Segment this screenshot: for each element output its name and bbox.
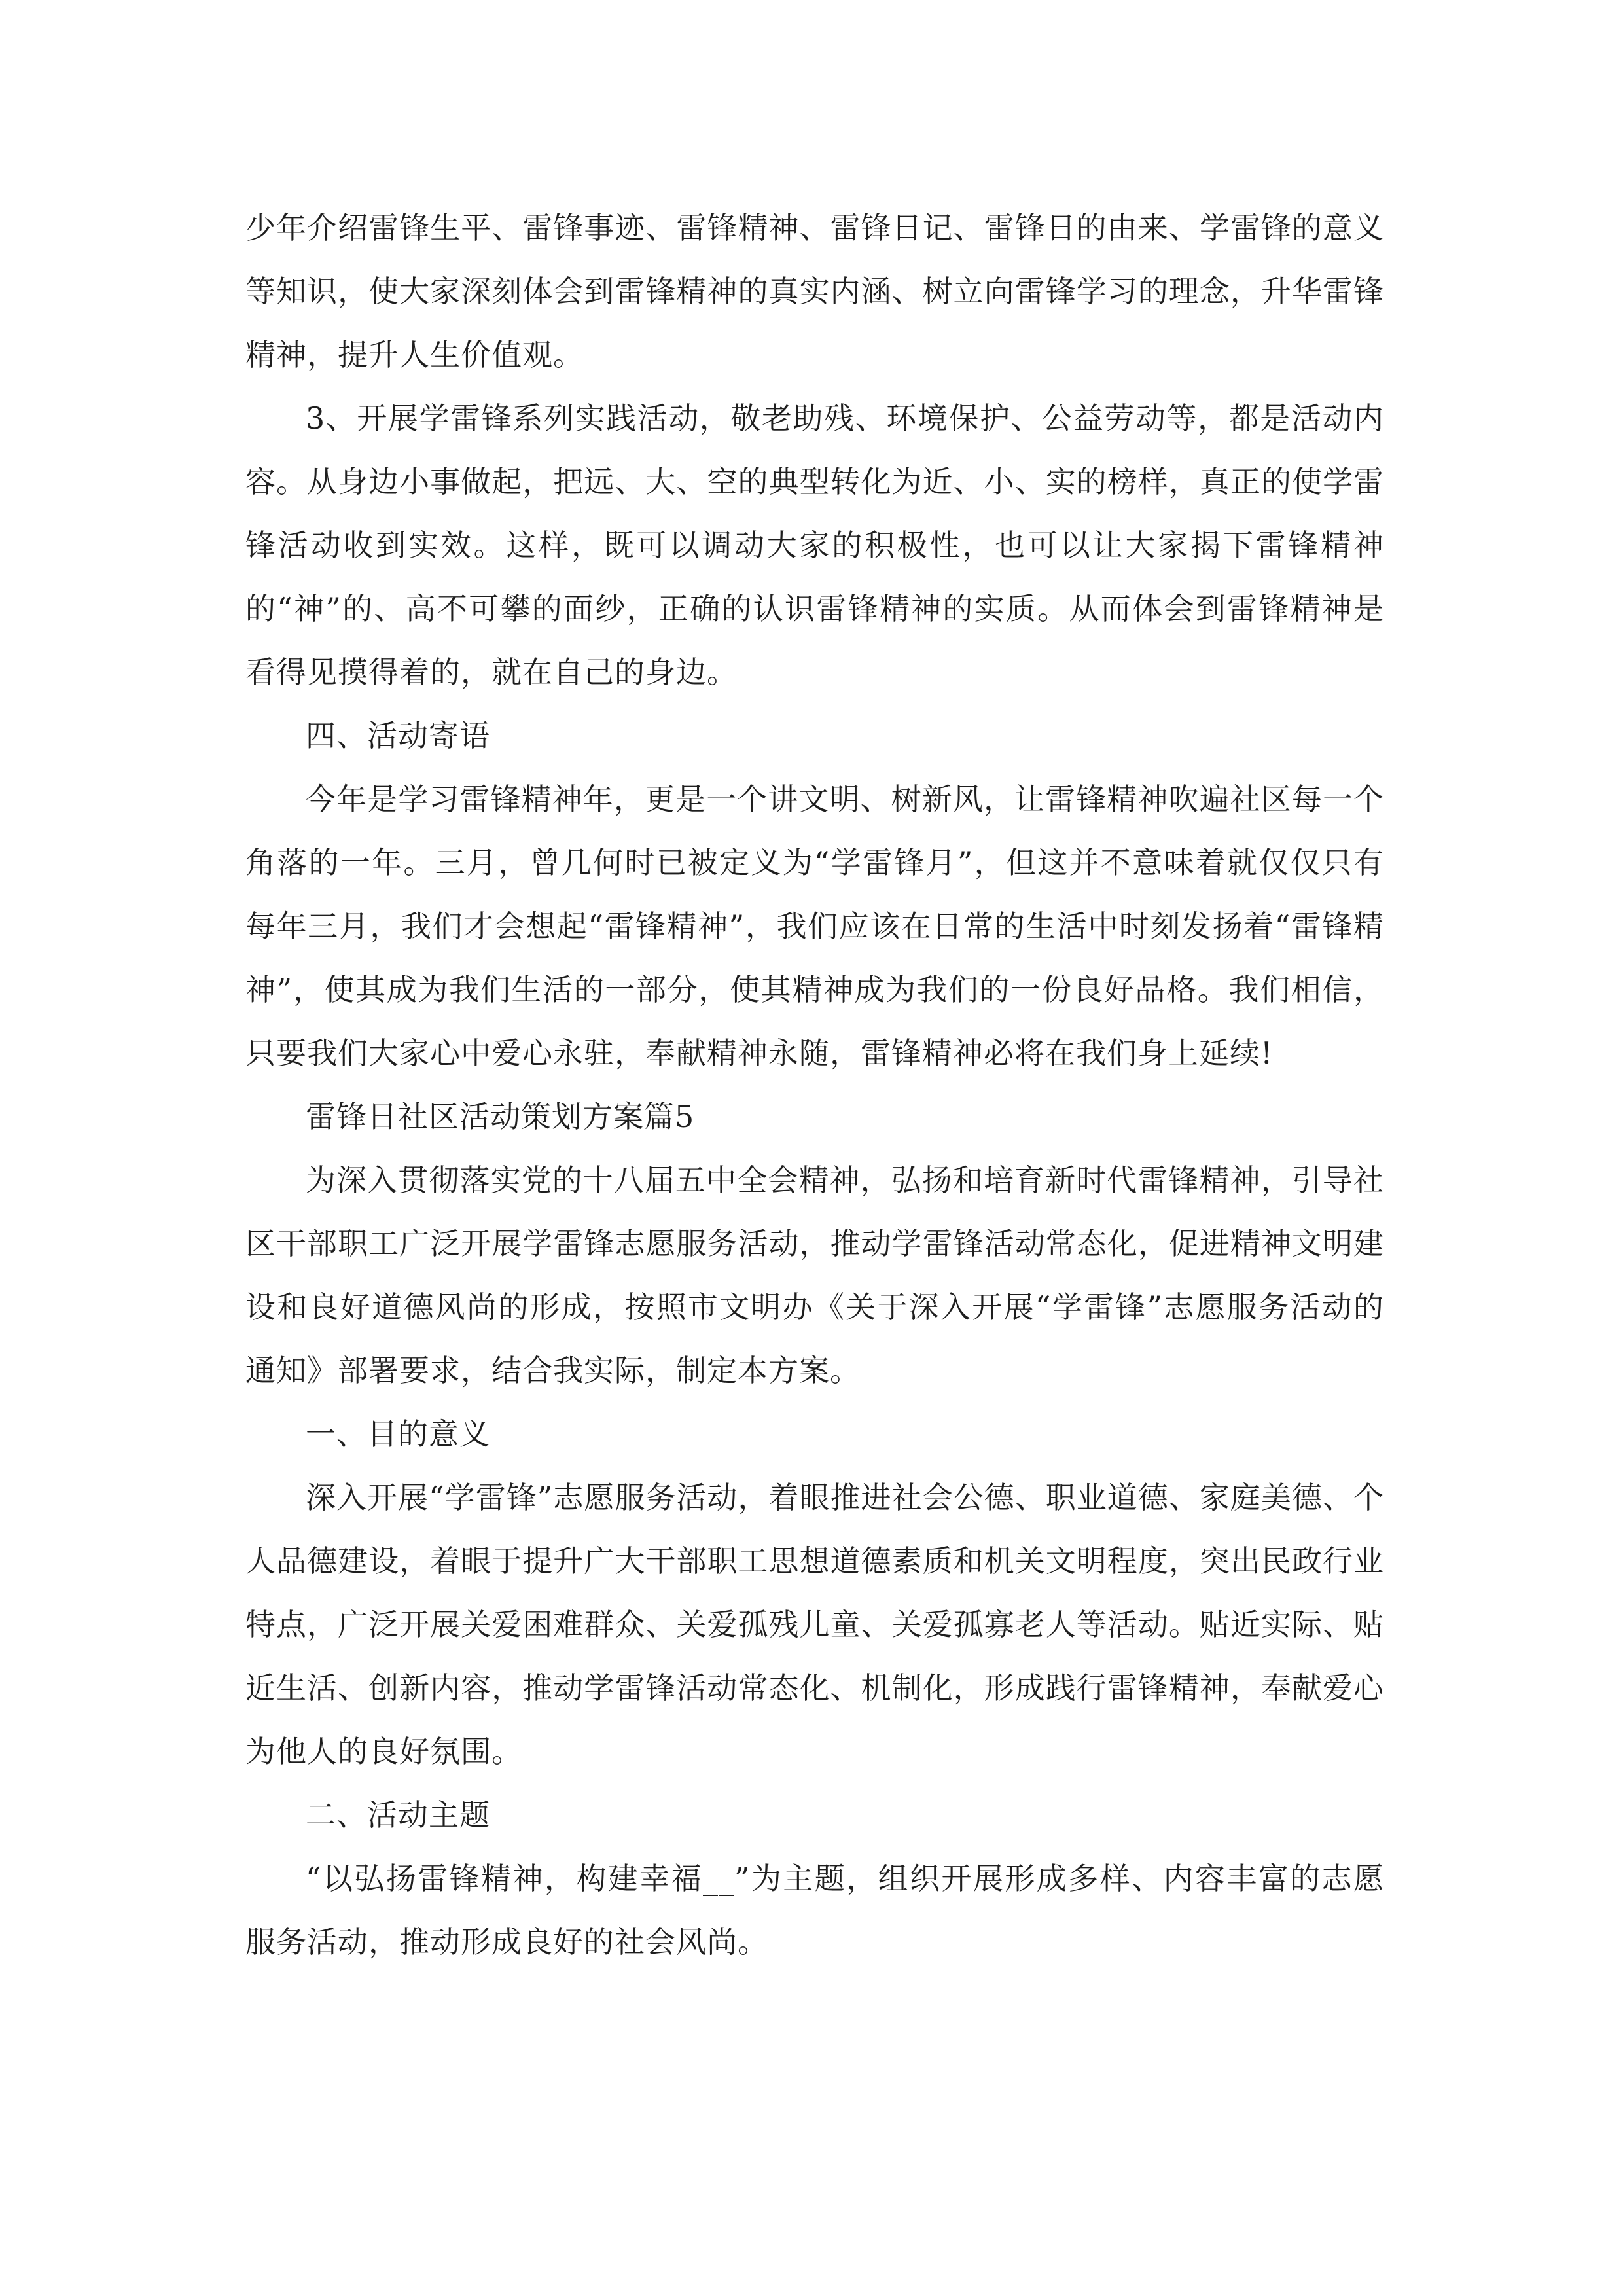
document-body bbox=[245, 196, 1384, 1974]
section-heading-activity-message: 四、活动寄语 bbox=[306, 718, 490, 753]
section-heading-purpose: 一、目的意义 bbox=[306, 1416, 490, 1452]
paragraph-continued-intro: 少年介绍雷锋生平、雷锋事迹、雷锋精神、雷锋日记、雷锋日的由来、学雷锋的意义等知识，使大家深刻体会到雷锋精神的真实内涵、树立向雷锋学习的理念，升华雷锋精神，提升人生价值观。 bbox=[245, 210, 1384, 372]
plan-title: 雷锋日社区活动策划方案篇5 bbox=[306, 1099, 695, 1134]
paragraph-activity-message: 今年是学习雷锋精神年，更是一个讲文明、树新风，让雷锋精神吹遍社区每一个角落的一年。三月，曾几何时已被定义为“学雷锋月”，但这并不意味着就仅仅只有每年三月，我们才会想起“雷锋精神”，我们应该在日常的生活中时刻发扬着“雷锋精神”，使其成为我们生活的一部分，使其精神成为我们的一份良好品格。我们相信，只要我们大家心中爱心永驻，奉献精神永随，雷锋精神必将在我们身上延续! bbox=[245, 781, 1384, 1071]
section-heading-theme: 二、活动主题 bbox=[306, 1797, 490, 1833]
paragraph-theme: “以弘扬雷锋精神，构建幸福__”为主题，组织开展形成多样、内容丰富的志愿服务活动，推动形成良好的社会风尚。 bbox=[245, 1861, 1384, 1960]
paragraph-purpose: 深入开展“学雷锋”志愿服务活动，着眼推进社会公德、职业道德、家庭美德、个人品德建设，着眼于提升广大干部职工思想道德素质和机关文明程度，突出民政行业特点，广泛开展关爱困难群众、关爱孤残儿童、关爱孤寡老人等活动。贴近实际、贴近生活、创新内容，推动学雷锋活动常态化、机制化，形成践行雷锋精神，奉献爱心为他人的良好氛围。 bbox=[245, 1480, 1384, 1769]
paragraph-plan-intro: 为深入贯彻落实党的十八届五中全会精神，弘扬和培育新时代雷锋精神，引导社区干部职工广泛开展学雷锋志愿服务活动，推动学雷锋活动常态化，促进精神文明建设和良好道德风尚的形成，按照市文明办《关于深入开展“学雷锋”志愿服务活动的通知》部署要求，结合我实际，制定本方案。 bbox=[245, 1162, 1384, 1388]
paragraph-practice-activities: 3、开展学雷锋系列实践活动，敬老助残、环境保护、公益劳动等，都是活动内容。从身边小事做起，把远、大、空的典型转化为近、小、实的榜样，真正的使学雷锋活动收到实效。这样，既可以调动大家的积极性，也可以让大家揭下雷锋精神的“神”的、高不可攀的面纱，正确的认识雷锋精神的实质。从而体会到雷锋精神是看得见摸得着的，就在自己的身边。 bbox=[245, 401, 1384, 690]
